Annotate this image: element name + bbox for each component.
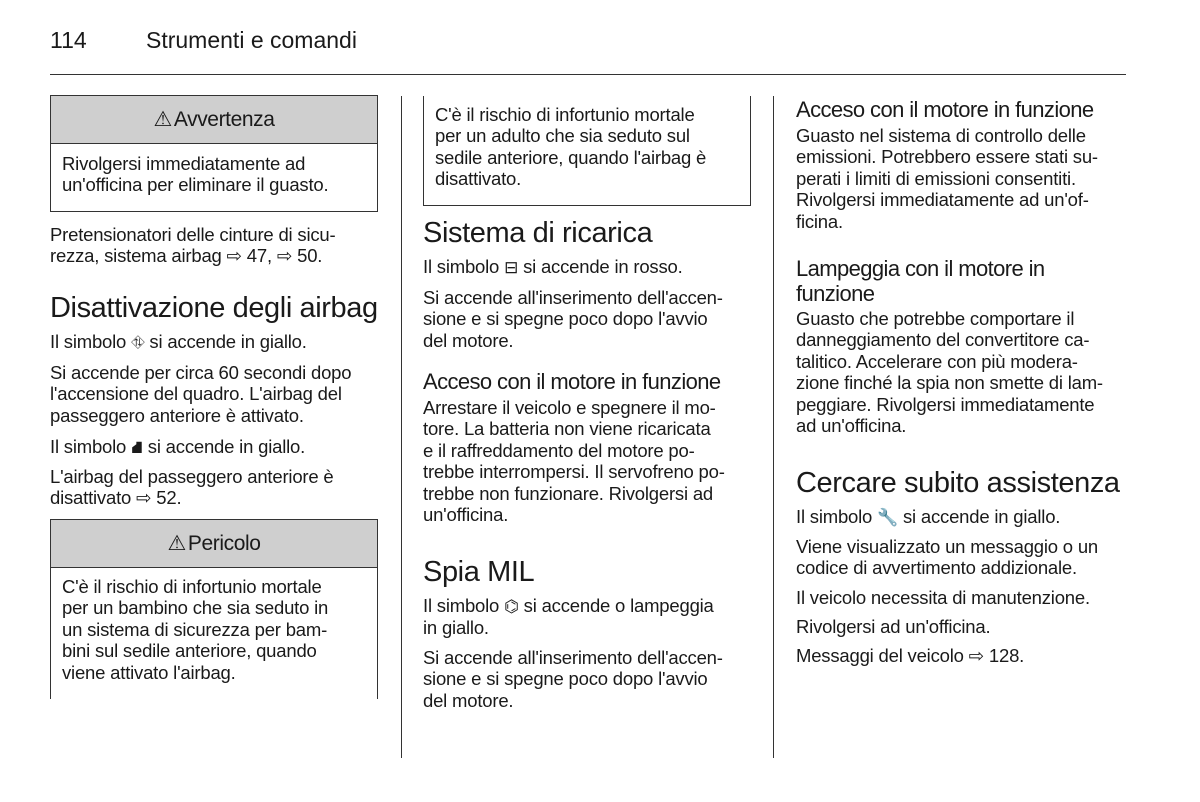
danger-box-continued-text [424, 96, 750, 190]
text-line: Rivolgersi immediatamente ad un'of- [796, 189, 1089, 211]
text-line: un'officina per eliminare il guasto. [62, 174, 329, 196]
text-line: del motore. [423, 689, 514, 711]
service-car-icon: 🔧 [877, 508, 899, 527]
service-message-paragraph [796, 536, 1098, 579]
charging-heading: Sistema di ricarica [423, 217, 653, 249]
danger-box-continued [423, 96, 751, 206]
engine-on-heading: Acceso con il motore in funzione [423, 369, 721, 394]
service-symbol-paragraph [796, 506, 1060, 528]
page-number: 114 [50, 27, 87, 53]
text-fragment: si accende in giallo. [144, 331, 307, 352]
engine-on-paragraph [796, 125, 1098, 232]
text-line: perati i limiti di emissioni consentiti. [796, 167, 1076, 189]
warning-box-text [51, 144, 377, 196]
text-fragment: si accende in giallo. [898, 506, 1061, 527]
text-line: danneggiamento del convertitore ca- [796, 329, 1090, 351]
text-fragment: si accende in giallo. [142, 436, 306, 457]
mil-symbol-paragraph [423, 595, 714, 639]
text-line: del motore. [423, 329, 514, 351]
danger-box-text [51, 568, 377, 683]
text-line: trebbe non funzionare. Rivolgersi ad [423, 482, 714, 504]
engine-on-heading: Acceso con il motore in funzione [796, 97, 1094, 122]
airbag-active-paragraph [50, 362, 351, 426]
text-line: sedile anteriore, quando l'airbag è [435, 146, 707, 168]
service-maintenance-paragraph: Il veicolo necessita di manutenzione. [796, 587, 1090, 608]
column-divider-2 [773, 96, 774, 758]
text-line: per un bambino che sia seduto in [62, 597, 329, 619]
text-fragment: Il simbolo [50, 331, 132, 352]
text-line: Pretensionatori delle cinture di sicu- [50, 224, 336, 245]
header-divider [50, 74, 1126, 75]
text-line: Si accende per circa 60 secondi dopo [50, 362, 352, 383]
service-messages-paragraph: Messaggi del veicolo ⇨ 128. [796, 645, 1025, 666]
warning-box-header [51, 96, 377, 144]
text-line: disattivato. [435, 168, 522, 190]
mil-paragraph [423, 647, 723, 711]
airbag-symbol-paragraph [50, 331, 307, 353]
text-fragment: Il simbolo [50, 436, 132, 457]
text-line: l'accensione del quadro. L'airbag del [50, 383, 342, 405]
text-line: Guasto nel sistema di controllo delle [796, 125, 1086, 146]
warning-box-title: Avvertenza [173, 107, 275, 131]
text-line: Si accende all'inserimento dell'accen- [423, 287, 723, 308]
airbag-off-icon: ⛘ [131, 438, 143, 457]
airbag-heading: Disattivazione degli airbag [50, 292, 378, 324]
text-line: disattivato ⇨ 52. [50, 487, 182, 509]
text-line: viene attivato l'airbag. [62, 661, 236, 683]
text-fragment: Il simbolo [796, 506, 878, 527]
text-fragment: Il simbolo [423, 595, 505, 616]
text-line: sione e si spegne poco dopo l'avvio [423, 308, 708, 330]
airbag-off-symbol-paragraph [50, 436, 305, 458]
warning-box [50, 95, 378, 212]
column-divider-1 [401, 96, 402, 758]
text-line: sione e si spegne poco dopo l'avvio [423, 668, 708, 690]
flashing-paragraph [796, 308, 1103, 436]
battery-icon: ⊟ [504, 258, 519, 277]
text-line: ad un'officina. [796, 415, 907, 437]
text-line: codice di avvertimento addizionale. [796, 557, 1077, 579]
heading-line: Lampeggia con il motore in [796, 256, 1045, 281]
engine-on-paragraph [423, 397, 725, 525]
text-fragment: si accende o lampeggia [518, 595, 714, 616]
text-line: peggiare. Rivolgersi immediatamente [796, 393, 1095, 415]
text-line: bini sul sedile anteriore, quando [62, 640, 317, 662]
charging-paragraph [423, 287, 723, 351]
text-line: Guasto che potrebbe comportare il [796, 308, 1075, 329]
airbag-on-icon: ⛗ [131, 333, 145, 352]
danger-box [50, 519, 378, 699]
service-heading: Cercare subito assistenza [796, 467, 1120, 499]
mil-heading: Spia MIL [423, 556, 535, 588]
text-line: trebbe interrompersi. Il servofreno po- [423, 461, 725, 483]
section-title: Strumenti e comandi [146, 27, 357, 53]
text-line: e il raffreddamento del motore po- [423, 439, 695, 461]
text-line: Rivolgersi immediatamente ad [62, 153, 306, 174]
text-line: zione finché la spia non smette di lam- [796, 372, 1103, 394]
danger-box-title: Pericolo [187, 531, 261, 555]
text-line: tore. La batteria non viene ricaricata [423, 418, 711, 440]
charging-symbol-paragraph [423, 256, 683, 278]
page-header [50, 24, 357, 56]
text-line: un'officina. [423, 504, 509, 526]
text-line: Arrestare il veicolo e spegnere il mo- [423, 397, 716, 418]
text-line: ficina. [796, 210, 843, 232]
danger-box-header [51, 520, 377, 568]
text-line: emissioni. Potrebbero essere stati su- [796, 146, 1098, 168]
warning-triangle-icon: ⚠ [167, 532, 186, 555]
text-line: un sistema di sicurezza per bam- [62, 618, 328, 640]
text-line: Si accende all'inserimento dell'accen- [423, 647, 723, 668]
warning-triangle-icon: ⚠ [153, 108, 172, 131]
text-line: per un adulto che sia seduto sul [435, 125, 690, 147]
text-fragment: si accende in rosso. [518, 256, 683, 277]
text-line: talitico. Accelerare con più modera- [796, 350, 1078, 372]
airbag-disabled-paragraph [50, 466, 333, 509]
engine-icon: ⌬ [504, 597, 519, 616]
text-line: in giallo. [423, 617, 489, 639]
text-line: C'è il rischio di infortunio mortale [435, 104, 695, 125]
heading-line: funzione [796, 281, 875, 306]
text-line: rezza, sistema airbag ⇨ 47, ⇨ 50. [50, 245, 323, 267]
service-workshop-paragraph: Rivolgersi ad un'officina. [796, 616, 991, 637]
text-line [423, 595, 714, 617]
text-line: L'airbag del passeggero anteriore è [50, 466, 334, 487]
belts-paragraph [50, 224, 335, 267]
text-fragment: Il simbolo [423, 256, 505, 277]
text-line: C'è il rischio di infortunio mortale [62, 576, 322, 597]
flashing-heading [796, 256, 1045, 306]
text-line: passeggero anteriore è attivato. [50, 404, 304, 426]
text-line: Viene visualizzato un messaggio o un [796, 536, 1099, 557]
